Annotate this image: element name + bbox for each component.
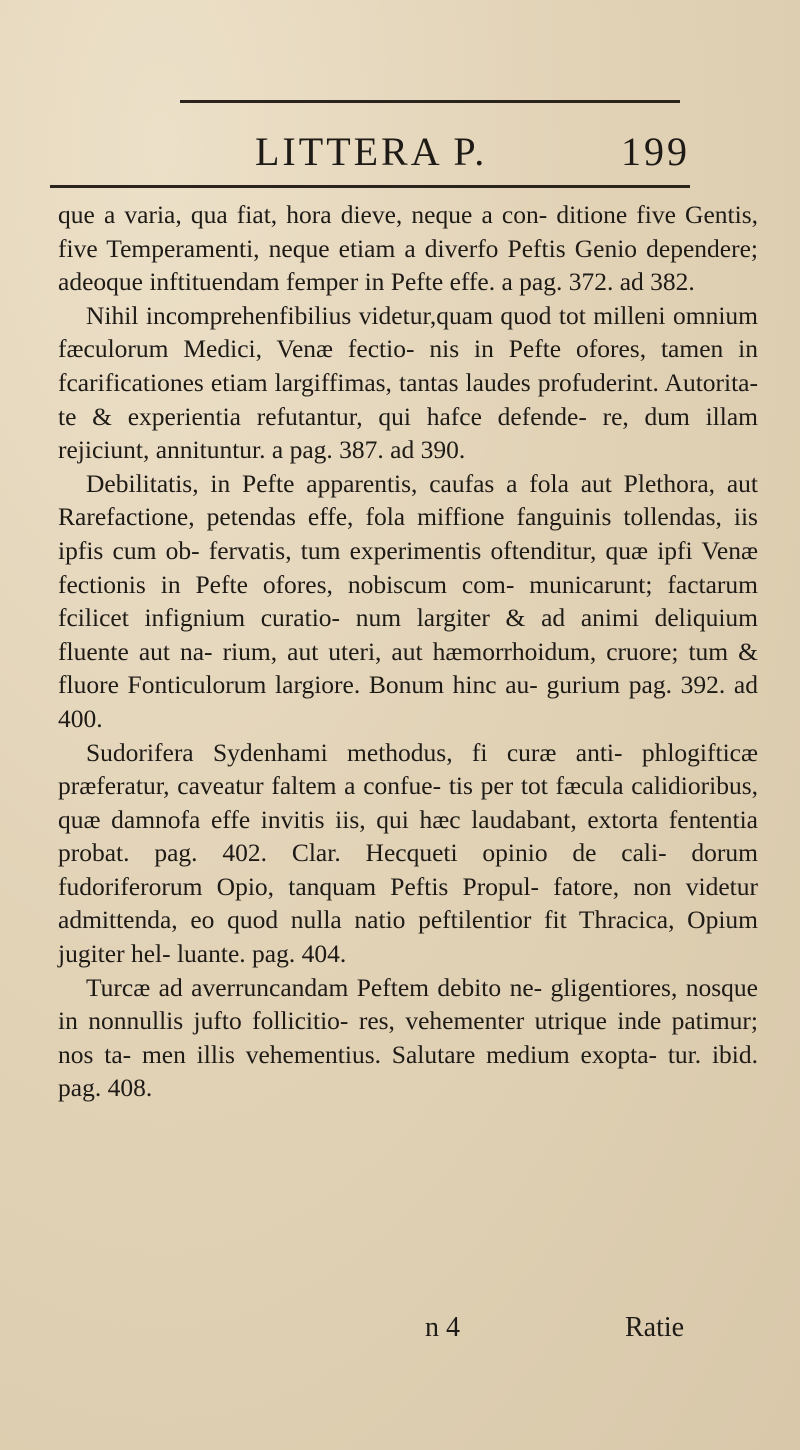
running-head (255, 128, 690, 175)
paragraph-1: que a varia, qua fiat, hora dieve, neque a con- ditione five Gentis, five Temperamenti, neque etiam a diverfo Peftis Genio dependere; adeoque inftituendam femper in Pefte effe. a pag. 372. ad 382. (58, 200, 758, 297)
paragraph-3: Debilitatis, in Pefte apparentis, caufas a fola aut Plethora, aut Rarefactione, petendas effe, fola miffione fanguinis tollendas, iis ipfis cum ob- fervatis, tum experimentis oftenditur, quæ ipfi Venæ fectionis in Pefte ofores, nobiscum com- municarunt; factarum fcilicet infignium curatio- num largiter & ad animi deliquium fluente aut na- rium, aut uteri, aut hæmorrhoidum, cruore; tum & fluore Fonticulorum largiore. Bonum hinc au- gurium pag. 392. ad 400. (58, 468, 758, 733)
running-title: LITTERA P. (255, 129, 488, 174)
signature-mark: n 4 (425, 1312, 460, 1343)
paragraph-5: Turcæ ad averruncandam Peftem debito ne- gligentiores, nosque in nonnullis jufto follicitio- res, vehementer utrique inde patimur; nos ta- men illis vehementius. Salutare medium exopta- tur. ibid. pag. 408. (58, 972, 758, 1103)
body-text (58, 198, 758, 1105)
paragraph-2: Nihil incomprehenfibilius videtur,quam quod tot milleni omnium fæculorum Medici, Venæ fectio- nis in Pefte ofores, tamen in fcarificationes etiam largiffimas, tantas laudes profuderint. Autorita- te & experientia refutantur, qui hafce defende- re, dum illam rejiciunt, annituntur. a pag. 387. ad 390. (58, 300, 758, 465)
paragraph-4: Sudorifera Sydenhami methodus, fi curæ anti- phlogifticæ præferatur, caveatur faltem a confue- tis per tot fæcula calidioribus, quæ damnofa effe invitis iis, qui hæc laudabant, extorta fententia probat. pag. 402. Clar. Hecqueti opinio de cali- dorum fudoriferorum Opio, tanquam Peftis Propul- fatore, non videtur admittenda, eo quod nulla natio peftilentior fit Thracica, Opium jugiter hel- luante. pag. 404. (58, 737, 758, 969)
top-rule (180, 100, 680, 103)
header-rule (50, 185, 690, 188)
page-number: 199 (621, 129, 690, 174)
catchword: Ratie (625, 1312, 685, 1343)
